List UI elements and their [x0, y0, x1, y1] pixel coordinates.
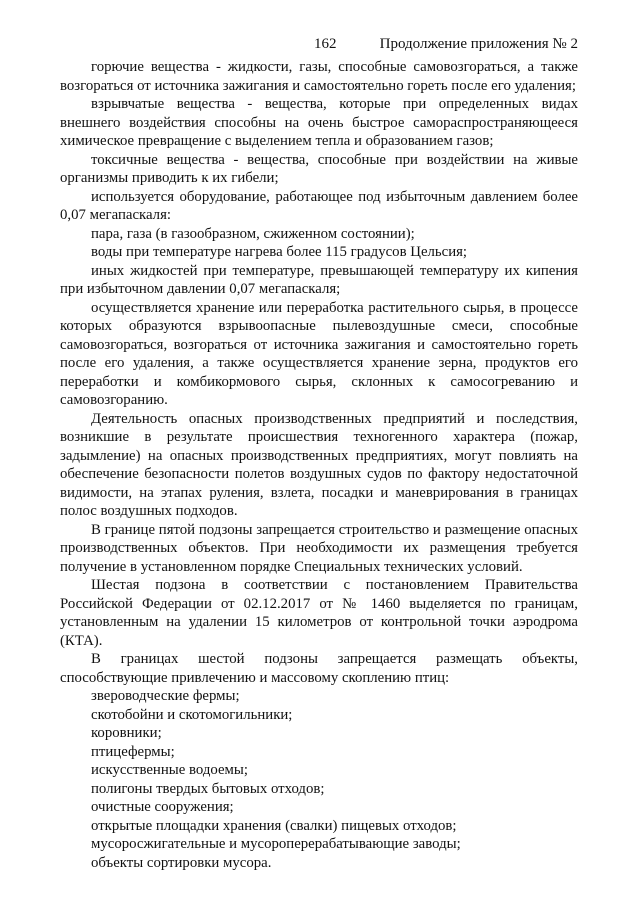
list-item: очистные сооружения; [91, 799, 234, 815]
list-item: птицефермы; [91, 743, 175, 760]
paragraph-water: воды при температуре нагрева более 115 градусов Цельсия; [91, 244, 468, 260]
paragraph-other-liquids: иных жидкостей при температуре, превышающей температуру их кипения при избыточном давлении 0,07 мегапаскаля; [60, 262, 578, 297]
document-page [60, 36, 578, 872]
paragraph-hazardous-activity: Деятельность опасных производственных предприятий и последствия, возникшие в результате происшествия техногенного характера (пожар, задымление) на опасных производственных предприятиях, могут повлиять на обеспечение безопасности полетов воздушных судов по фактору недостаточной видимости, на этапах руления, взлета, посадки и маневрирования в границах полос воздушных подходов. [60, 410, 578, 519]
paragraph-steam-gas: пара, газа (в газообразном, сжиженном состоянии); [91, 225, 415, 242]
paragraph-fifth-subzone: В границе пятой подзоны запрещается строительство и размещение опасных производственных объектов. При необходимости их размещения требуется получение в установленном порядке Специальных технических условий. [60, 521, 578, 575]
paragraph-pressure-equipment: используется оборудование, работающее под избыточным давлением более 0,07 мегапаскаля: [60, 188, 578, 223]
header-title: Продолжение приложения № 2 [379, 36, 578, 52]
paragraph-explosive: взрывчатые вещества - вещества, которые при определенных видах внешнего воздействия способны на очень быстрое самораспространяющееся химическое превращение с выделением тепла и образованием газов; [60, 96, 578, 149]
page-header [60, 36, 578, 58]
paragraph-sixth-subzone-restrictions: В границах шестой подзоны запрещается размещать объекты, способствующие привлечению и массовому скоплению птиц: [60, 651, 578, 686]
paragraph-toxic: токсичные вещества - вещества, способные при воздействии на живые организмы приводить к их гибели; [60, 151, 578, 186]
list-item: объекты сортировки мусора. [91, 854, 272, 871]
list-item: полигоны твердых бытовых отходов; [91, 780, 325, 797]
list-item: мусоросжигательные и мусороперерабатывающие заводы; [91, 836, 461, 852]
list-item: искусственные водоемы; [91, 762, 248, 778]
document-body [60, 58, 578, 872]
paragraph-sixth-subzone: Шестая подзона в соответствии с постановлением Правительства Российской Федерации от 02.12.2017 от № 1460 выделяется по границам, установленным на удалении 15 километров от контрольной точки аэродрома (КТА). [60, 577, 578, 649]
restricted-objects-list [60, 687, 578, 872]
page-number: 162 [314, 36, 337, 52]
list-item: скотобойни и скотомогильники; [91, 706, 293, 723]
list-item: звероводческие фермы; [91, 688, 240, 704]
list-item: коровники; [91, 725, 162, 741]
paragraph-plant-raw-materials: осуществляется хранение или переработка растительного сырья, в процессе которых образуются взрывоопасные пылевоздушные смеси, способные самовозгораться, возгораться от источника зажигания и самостоятельно гореть после его удаления, а также осуществляется хранение зерна, продуктов его переработки и комбикормового сырья, склонных к самосогреванию и самовозгоранию. [60, 299, 578, 408]
paragraph-flammable: горючие вещества - жидкости, газы, способные самовозгораться, а также возгораться от источника зажигания и самостоятельно гореть после его удаления; [60, 59, 578, 94]
list-item: открытые площадки хранения (свалки) пищевых отходов; [91, 817, 457, 834]
